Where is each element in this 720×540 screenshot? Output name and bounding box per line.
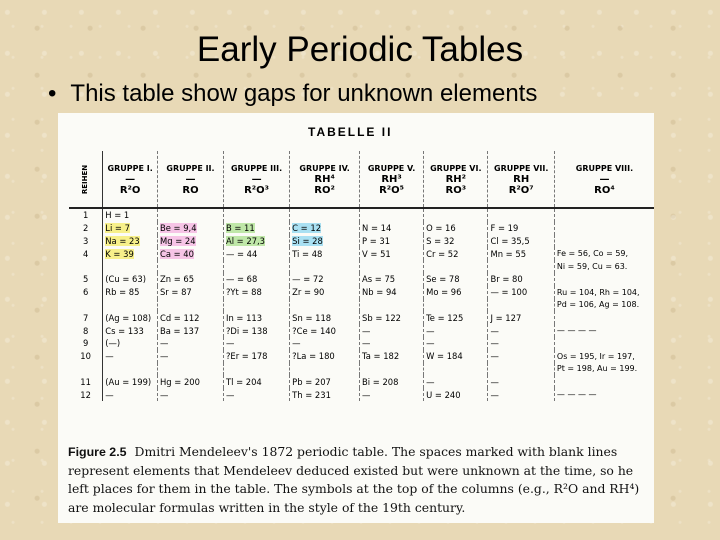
element-cell (103, 324, 158, 337)
element-entry: Cs = 133 (105, 325, 144, 336)
element-cell (360, 273, 424, 286)
group-header-f2: R²O⁷ (508, 184, 534, 196)
element-entry: — (105, 389, 114, 400)
element-entry: Mo = 96 (426, 287, 462, 298)
element-cell (360, 235, 424, 248)
element-entry: (Au = 199) (105, 376, 152, 387)
element-cell (554, 299, 654, 312)
element-cell (223, 208, 289, 222)
element-entry: Sn = 118 (292, 312, 332, 323)
element-entry: N = 14 (362, 223, 392, 234)
table-row (69, 350, 654, 363)
element-cell (488, 235, 554, 248)
group-header-f2: R²O⁵ (379, 184, 405, 196)
element-cell (157, 208, 223, 222)
element-entry: — = 72 (292, 274, 324, 285)
element-entry: Hg = 200 (159, 376, 200, 387)
element-cell (103, 208, 158, 222)
element-entry: (Ag = 108) (105, 312, 152, 323)
table-row (69, 388, 654, 401)
row-number: 5 (69, 273, 103, 286)
element-cell (290, 350, 360, 363)
group-header-2 (157, 151, 223, 208)
bullet-text: This table show gaps for unknown elements (70, 80, 538, 107)
element-entry: — (426, 338, 435, 349)
table-row (69, 375, 654, 388)
element-entry: Th = 231 (292, 389, 331, 400)
element-entry: — (490, 351, 499, 362)
element-cell (360, 363, 424, 376)
group-header-name: GRUPPE V. (367, 163, 416, 173)
element-entry: Zn = 65 (159, 274, 195, 285)
element-cell (290, 273, 360, 286)
table-row (69, 311, 654, 324)
element-cell (223, 388, 289, 401)
element-cell (103, 311, 158, 324)
element-cell (157, 235, 223, 248)
element-entry: Zr = 90 (292, 287, 325, 298)
element-cell (424, 208, 488, 222)
element-cell (223, 375, 289, 388)
element-cell (424, 222, 488, 235)
element-cell (360, 247, 424, 260)
table-row (69, 299, 654, 312)
group-header-name: GRUPPE IV. (299, 163, 350, 173)
element-cell (103, 235, 158, 248)
element-entry: — (362, 325, 371, 336)
element-cell (157, 260, 223, 273)
element-cell (424, 363, 488, 376)
element-cell (290, 311, 360, 324)
row-number: 7 (69, 311, 103, 324)
element-entry: — (490, 338, 499, 349)
group-header-name: GRUPPE VII. (494, 163, 549, 173)
element-cell (157, 324, 223, 337)
element-cell (424, 375, 488, 388)
group-header-5 (360, 151, 424, 208)
element-entry: ?La = 180 (292, 351, 335, 362)
element-cell (488, 247, 554, 260)
element-entry: ?Er = 178 (225, 351, 268, 362)
element-cell (103, 260, 158, 273)
element-entry: Bi = 208 (362, 376, 399, 387)
group-header-f1: RH⁴ (314, 173, 335, 185)
group-header-f1: — (125, 173, 136, 185)
element-cell (360, 337, 424, 350)
element-cell (360, 286, 424, 299)
element-entry: — (292, 338, 301, 349)
element-cell (488, 350, 554, 363)
element-entry: — (362, 338, 371, 349)
element-cell (554, 350, 654, 363)
figure-caption (68, 443, 642, 517)
element-cell (290, 286, 360, 299)
element-cell (360, 208, 424, 222)
element-cell (554, 247, 654, 260)
caption-text: Dmitri Mendeleev's 1872 periodic table. The spaces marked with blank lines represent elements that Mendeleev deduced existed but were unknown at the time, so he left places for them in the table. The symbols at the top of the columns (e.g., R²O and RH⁴) are molecular formulas written in the style of the 19th century. (68, 444, 640, 515)
element-cell (424, 311, 488, 324)
table-row (69, 247, 654, 260)
element-cell (157, 363, 223, 376)
element-cell (290, 375, 360, 388)
element-cell (360, 324, 424, 337)
element-cell (360, 311, 424, 324)
element-cell (157, 286, 223, 299)
row-header-label: REIHEN (81, 164, 90, 195)
element-cell (103, 337, 158, 350)
element-cell (290, 222, 360, 235)
group-header-f1: — (251, 173, 262, 185)
element-cell (290, 208, 360, 222)
element-cell (103, 247, 158, 260)
element-cell (290, 337, 360, 350)
row-number: 12 (69, 388, 103, 401)
element-entry: Nb = 94 (362, 287, 397, 298)
element-entry: Ba = 137 (159, 325, 200, 336)
element-entry: Sb = 122 (362, 312, 401, 323)
element-cell (103, 363, 158, 376)
element-entry: Na = 23 (105, 235, 140, 246)
element-cell (223, 273, 289, 286)
element-cell (223, 363, 289, 376)
row-header-cell (69, 151, 103, 208)
group-header-f2: R²O³ (244, 184, 270, 196)
element-cell (290, 363, 360, 376)
element-entry: — = 100 (490, 287, 528, 298)
element-entry: — = 68 (225, 274, 258, 285)
row-number: 8 (69, 324, 103, 337)
element-entry: B = 11 (225, 223, 255, 234)
element-cell (223, 299, 289, 312)
caption-label: Figure 2.5 (68, 445, 127, 459)
element-entry: Al = 27,3 (225, 235, 266, 246)
element-cell (488, 375, 554, 388)
group-header-8 (554, 151, 654, 208)
group-header-f1: RH² (445, 173, 467, 185)
element-cell (424, 235, 488, 248)
element-entry: Cl = 35,5 (490, 235, 530, 246)
group-header-f1: RH³ (381, 173, 402, 185)
element-cell (424, 273, 488, 286)
element-entry: Rb = 85 (105, 287, 140, 298)
element-cell (157, 350, 223, 363)
element-cell (424, 337, 488, 350)
row-number (69, 363, 103, 376)
element-entry: Se = 78 (426, 274, 460, 285)
element-entry: Pd = 106, Ag = 108. (556, 300, 640, 310)
row-number: 4 (69, 247, 103, 260)
element-cell (290, 235, 360, 248)
element-cell (424, 324, 488, 337)
group-header-name: GRUPPE VIII. (575, 163, 634, 173)
element-entry: U = 240 (426, 389, 461, 400)
table-row (69, 260, 654, 273)
element-entry: O = 16 (426, 223, 456, 234)
element-entry: Ti = 48 (292, 248, 323, 259)
element-cell (223, 311, 289, 324)
element-entry: — (426, 325, 435, 336)
element-cell (424, 286, 488, 299)
group-header-f2: R²O (119, 184, 141, 196)
element-cell (488, 311, 554, 324)
element-entry: — (490, 376, 499, 387)
element-entry: C = 12 (292, 223, 322, 234)
element-cell (103, 375, 158, 388)
element-entry: Mg = 24 (159, 235, 196, 246)
element-cell (488, 222, 554, 235)
element-entry: Os = 195, Ir = 197, (556, 351, 635, 361)
element-entry: — (105, 351, 114, 362)
element-entry: — (362, 389, 371, 400)
element-cell (554, 363, 654, 376)
table-row (69, 337, 654, 350)
element-entry: Cr = 52 (426, 248, 459, 259)
element-entry: Fe = 56, Co = 59, (556, 249, 629, 259)
table-header-row (69, 151, 654, 208)
element-entry: Mn = 55 (490, 248, 527, 259)
row-number: 9 (69, 337, 103, 350)
element-entry: — (159, 351, 169, 362)
element-entry: Ru = 104, Rh = 104, (556, 287, 640, 297)
element-cell (554, 235, 654, 248)
element-entry: Be = 9,4 (159, 223, 197, 234)
element-cell (488, 337, 554, 350)
element-cell (223, 350, 289, 363)
element-cell (290, 388, 360, 401)
element-cell (223, 286, 289, 299)
element-cell (360, 260, 424, 273)
element-entry: Ta = 182 (362, 351, 400, 362)
element-cell (554, 388, 654, 401)
group-header-4 (290, 151, 360, 208)
element-cell (223, 260, 289, 273)
element-entry: — = 44 (225, 248, 258, 259)
element-cell (554, 337, 654, 350)
element-cell (554, 324, 654, 337)
element-cell (290, 260, 360, 273)
element-cell (554, 311, 654, 324)
row-number: 10 (69, 350, 103, 363)
row-number: 11 (69, 375, 103, 388)
element-cell (360, 350, 424, 363)
figure-periodic-table (58, 113, 654, 523)
element-cell (488, 388, 554, 401)
group-header-name: GRUPPE II. (166, 163, 215, 173)
element-entry: (Cu = 63) (105, 274, 146, 285)
element-entry: ?Di = 138 (225, 325, 268, 336)
element-entry: ?Ce = 140 (292, 325, 336, 336)
element-cell (360, 388, 424, 401)
element-cell (360, 299, 424, 312)
element-entry: — — — — (556, 390, 597, 400)
element-entry: Pt = 198, Au = 199. (556, 364, 638, 374)
element-cell (103, 350, 158, 363)
element-cell (103, 273, 158, 286)
element-entry: S = 32 (426, 235, 455, 246)
element-entry: Pb = 207 (292, 376, 331, 387)
row-number: 2 (69, 222, 103, 235)
element-entry: Sr = 87 (159, 287, 192, 298)
element-cell (554, 260, 654, 273)
element-cell (103, 299, 158, 312)
element-cell (424, 260, 488, 273)
element-entry: — (159, 389, 169, 400)
element-cell (290, 299, 360, 312)
element-cell (488, 324, 554, 337)
element-cell (290, 247, 360, 260)
row-number: 6 (69, 286, 103, 299)
table-row (69, 286, 654, 299)
element-cell (488, 363, 554, 376)
element-cell (488, 299, 554, 312)
table-row (69, 222, 654, 235)
group-header-7 (488, 151, 554, 208)
group-header-name: GRUPPE I. (107, 163, 153, 173)
table-row (69, 324, 654, 337)
element-cell (424, 350, 488, 363)
element-cell (103, 286, 158, 299)
element-cell (157, 375, 223, 388)
element-entry: Li = 7 (105, 223, 130, 234)
group-header-1 (103, 151, 158, 208)
element-cell (157, 222, 223, 235)
element-cell (360, 222, 424, 235)
element-entry: H = 1 (105, 210, 130, 221)
element-entry: — (490, 389, 499, 400)
group-header-name: GRUPPE III. (230, 163, 283, 173)
element-cell (424, 388, 488, 401)
element-entry: Br = 80 (490, 274, 523, 285)
row-number (69, 299, 103, 312)
element-entry: — (225, 338, 235, 349)
bullet-dot-icon: • (48, 80, 57, 107)
group-header-f1: RH (513, 173, 530, 185)
element-cell (488, 286, 554, 299)
element-entry: Tl = 204 (225, 376, 262, 387)
table-title: TABELLE II (308, 125, 393, 139)
group-header-f2: RO² (314, 184, 335, 196)
element-entry: J = 127 (490, 312, 522, 323)
element-entry: V = 51 (362, 248, 391, 259)
group-header-f1: — (185, 173, 196, 185)
element-entry: — (426, 376, 435, 387)
element-entry: F = 19 (490, 223, 519, 234)
table-row (69, 235, 654, 248)
table-row (69, 273, 654, 286)
element-entry: — (159, 338, 169, 349)
group-header-f1: — (599, 173, 610, 185)
element-cell (157, 337, 223, 350)
element-cell (103, 388, 158, 401)
element-cell (103, 222, 158, 235)
element-cell (290, 324, 360, 337)
element-entry: Cd = 112 (159, 312, 200, 323)
element-cell (488, 260, 554, 273)
element-cell (360, 375, 424, 388)
group-header-f2: RO (182, 184, 199, 196)
element-entry: P = 31 (362, 235, 391, 246)
table-row (69, 208, 654, 222)
element-entry: In = 113 (225, 312, 263, 323)
element-entry: Te = 125 (426, 312, 464, 323)
row-number: 1 (69, 208, 103, 222)
element-cell (223, 247, 289, 260)
element-cell (157, 311, 223, 324)
element-cell (424, 247, 488, 260)
element-cell (223, 222, 289, 235)
element-cell (488, 208, 554, 222)
element-cell (554, 375, 654, 388)
element-cell (223, 324, 289, 337)
element-cell (554, 208, 654, 222)
element-entry: K = 39 (105, 248, 134, 259)
element-entry: As = 75 (362, 274, 396, 285)
element-cell (157, 247, 223, 260)
element-cell (554, 286, 654, 299)
element-entry: — (225, 389, 235, 400)
group-header-name: GRUPPE VI. (430, 163, 482, 173)
element-entry: Ca = 40 (159, 248, 194, 259)
element-entry: Si = 28 (292, 235, 323, 246)
group-header-3 (223, 151, 289, 208)
element-cell (157, 388, 223, 401)
element-cell (157, 273, 223, 286)
group-header-6 (424, 151, 488, 208)
element-cell (223, 337, 289, 350)
element-entry: — — — — (556, 326, 597, 336)
element-entry: Ni = 59, Cu = 63. (556, 262, 628, 272)
element-entry: W = 184 (426, 351, 463, 362)
element-cell (554, 222, 654, 235)
element-cell (488, 273, 554, 286)
group-header-f2: RO⁴ (594, 184, 615, 196)
group-header-f2: RO³ (445, 184, 467, 196)
element-entry: — (490, 325, 499, 336)
row-number (69, 260, 103, 273)
element-cell (554, 273, 654, 286)
bullet-point (48, 80, 537, 108)
slide-title: Early Periodic Tables (196, 30, 524, 69)
table-row (69, 363, 654, 376)
periodic-table (69, 151, 654, 401)
element-entry: ?Yt = 88 (225, 287, 262, 298)
element-cell (424, 299, 488, 312)
element-cell (157, 299, 223, 312)
element-cell (223, 235, 289, 248)
element-entry: (—) (105, 338, 121, 349)
row-number: 3 (69, 235, 103, 248)
